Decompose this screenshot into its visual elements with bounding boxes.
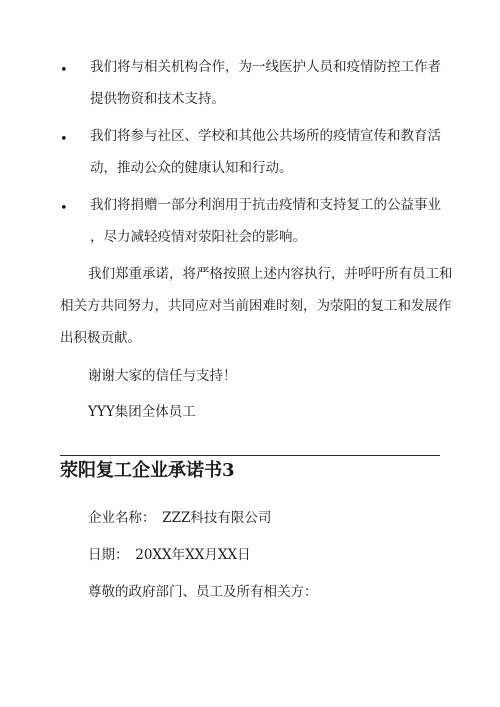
bullet-marker: •	[60, 132, 68, 147]
date-line: 日期： 20XX年XX月XX日	[88, 547, 251, 563]
signature-text: YYY集团全体员工	[88, 404, 196, 420]
section-divider	[60, 455, 440, 456]
bullet-1-line-1: 我们将与相关机构合作，为一线医护人员和疫情防控工作者	[90, 59, 441, 75]
company-name-line: 企业名称： ZZZ科技有限公司	[88, 510, 272, 526]
commitment-line-3: 出积极贡献。	[60, 330, 141, 346]
thanks-text: 谢谢大家的信任与支持！	[88, 368, 237, 384]
section-title: 荥阳复工企业承诺书3	[60, 460, 235, 481]
commitment-line-2: 相关方共同努力，共同应对当前困难时刻，为荥阳的复工和发展作	[60, 298, 452, 314]
salutation-line: 尊敬的政府部门、员工及所有相关方：	[88, 584, 318, 600]
bullet-1-line-2: 提供物资和技术支持。	[90, 91, 225, 107]
bullet-marker: •	[60, 63, 68, 78]
commitment-line-1: 我们郑重承诺，将严格按照上述内容执行，并呼吁所有员工和	[88, 266, 453, 282]
bullet-marker: •	[60, 201, 68, 216]
bullet-2-line-2: 动，推动公众的健康认知和行动。	[90, 160, 293, 176]
bullet-2-line-1: 我们将参与社区、学校和其他公共场所的疫情宣传和教育活	[90, 128, 441, 144]
bullet-3-line-1: 我们将捐赠一部分利润用于抗击疫情和支持复工的公益事业	[90, 197, 441, 213]
bullet-3-line-2: ，尽力减轻疫情对荥阳社会的影响。	[90, 229, 306, 245]
